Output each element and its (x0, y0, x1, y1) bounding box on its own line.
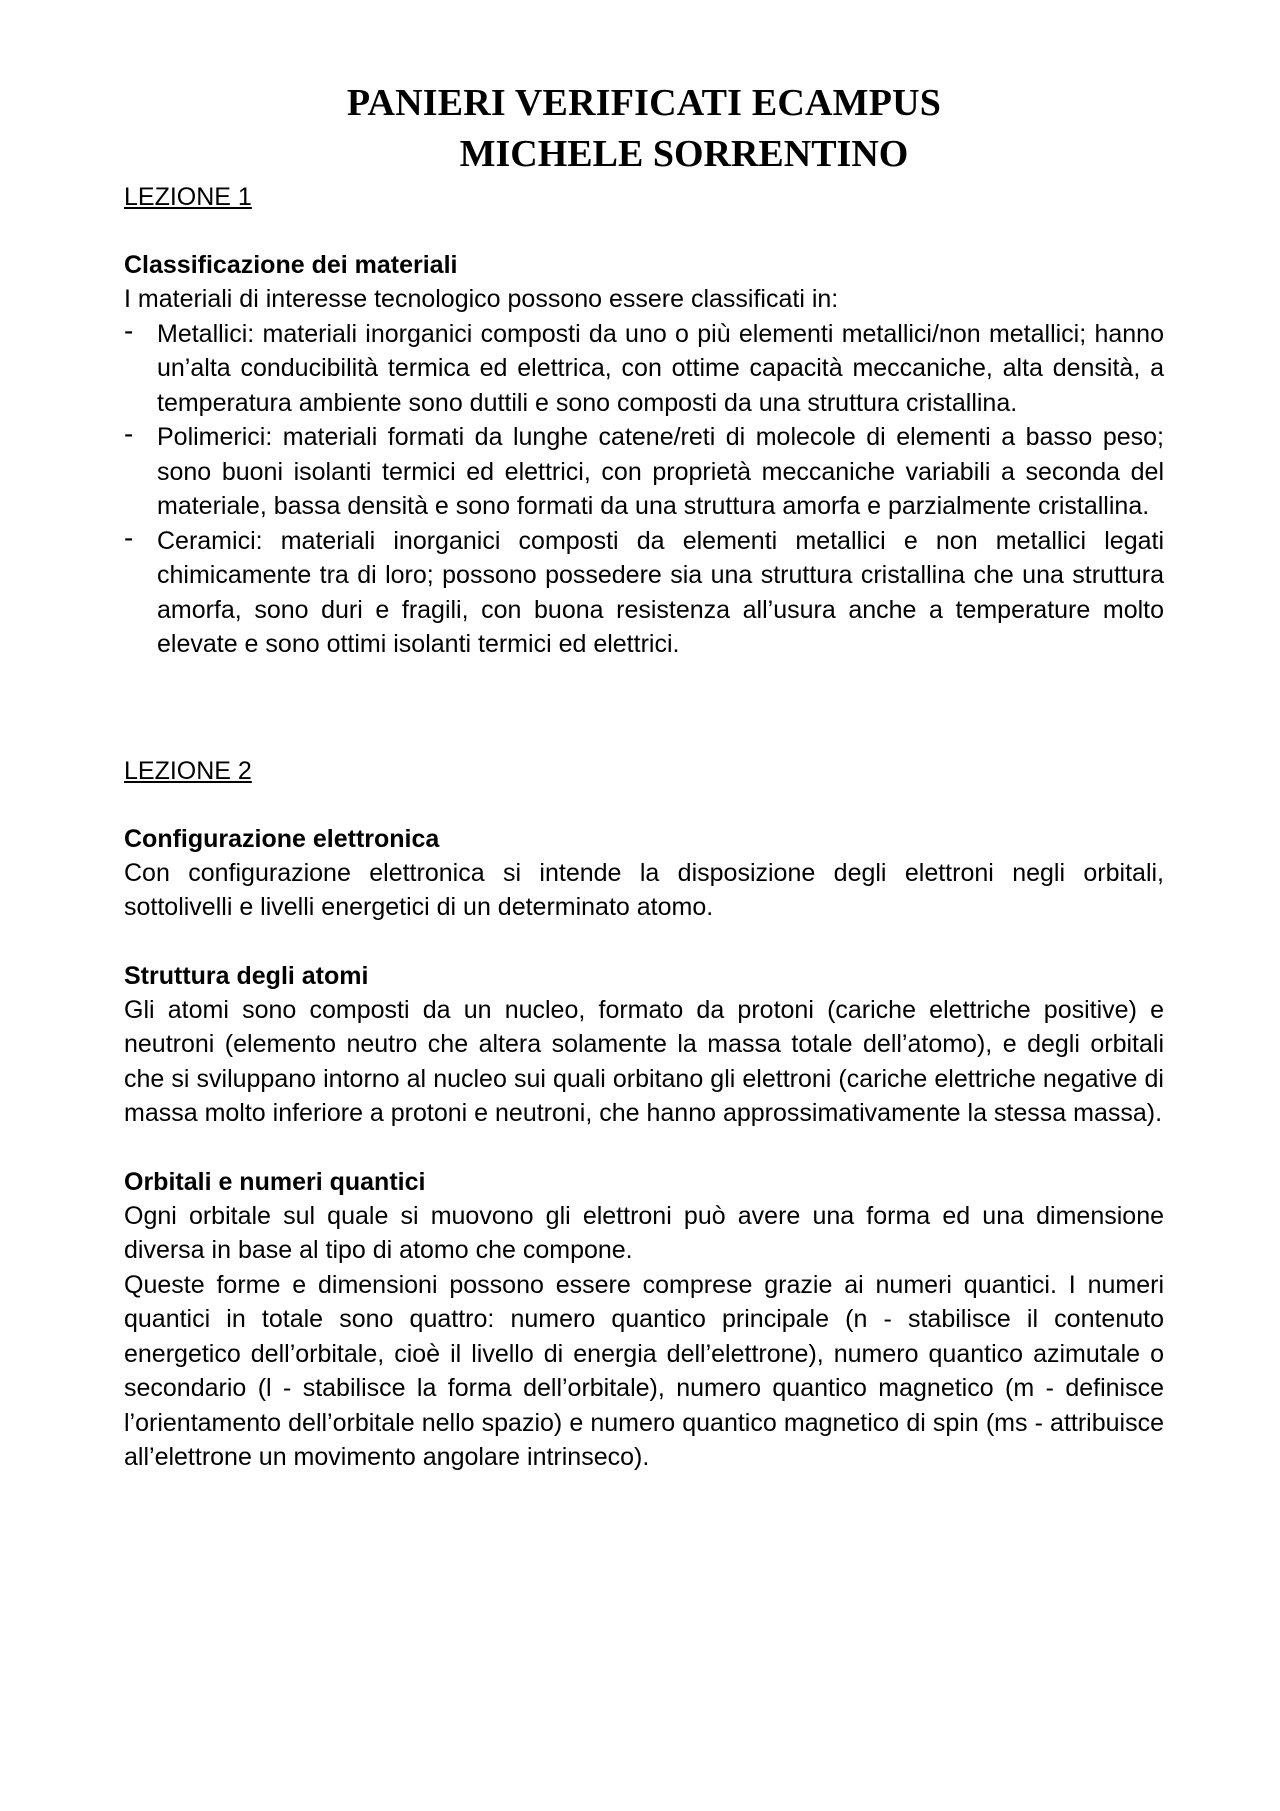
list-item-text: Polimerici: materiali formati da lunghe catene/reti di molecole di elementi a basso peso; sono buoni isolanti termici ed elettrici, con proprietà meccaniche variabili a seconda del materiale, bassa densità e sono formati da una struttura amorfa e parzialmente cristallina. (157, 423, 1164, 520)
list-item (124, 521, 1164, 662)
section-heading-classificazione: Classificazione dei materiali (124, 251, 458, 279)
section-body-orbitali-1: Ogni orbitale sul quale si muovono gli elettroni può avere una forma ed una dimensione diversa in base al tipo di atomo che compone. (124, 1201, 1164, 1264)
section-body-struttura: Gli atomi sono composti da un nucleo, formato da protoni (cariche elettriche positive) e neutroni (elemento neutro che altera solamente la massa totale dell’atomo), e degli orbitali che si sviluppano intorno al nucleo sui quali orbitano gli elettroni (cariche elettriche negative di massa molto inferiore a protoni e neutroni, che hanno approssimativamente la stessa massa). (124, 995, 1164, 1127)
section-heading-struttura: Struttura degli atomi (124, 961, 369, 990)
dash-bullet-icon: - (124, 418, 134, 449)
section-intro-classificazione: I materiali di interesse tecnologico possono essere classificati in: (124, 285, 839, 313)
lesson-2-label: LEZIONE 2 (124, 756, 252, 785)
lesson-1-label: LEZIONE 1 (124, 183, 252, 211)
section-body-configurazione: Con configurazione elettronica si intende la disposizione degli elettroni negli orbitali, sottolivelli e livelli energetici di un determinato atomo. (124, 858, 1164, 921)
materials-list (124, 314, 1164, 662)
page-content (124, 78, 1164, 1475)
list-item (124, 314, 1164, 421)
section-heading-orbitali: Orbitali e numeri quantici (124, 1167, 426, 1196)
list-item-text: Ceramici: materiali inorganici composti da elementi metallici e non metallici legati chimicamente tra di loro; possono possedere sia una struttura cristallina che una struttura amorfa, sono duri e fragili, con buona resistenza all’usura anche a temperature molto elevate e sono ottimi isolanti termici ed elettrici. (157, 526, 1164, 658)
document-title: PANIERI VERIFICATI ECAMPUS (346, 82, 942, 124)
list-item-text: Metallici: materiali inorganici composti da uno o più elementi metallici/non metallici; hanno un’alta conducibilità termica ed elettrica, con ottime capacità meccaniche, alta densità, a temperatura ambiente sono duttili e sono composti da una struttura cristallina. (157, 319, 1164, 417)
section-heading-configurazione: Configurazione elettronica (124, 824, 440, 853)
section-body-orbitali-2: Queste forme e dimensioni possono essere comprese grazie ai numeri quantici. I numeri quantici in totale sono quattro: numero quantico principale (n - stabilisce il contenuto energetico dell’orbitale, cioè il livello di energia dell’elettrone), numero quantico azimutale o secondario (l - stabilisce la forma dell’orbitale), numero quantico magnetico (m - definisce l’orientamento dell’orbitale nello spazio) e numero quantico magnetico di spin (ms - attribuisce all’elettrone un movimento angolare intrinseco). (124, 1270, 1164, 1471)
list-item (124, 420, 1164, 524)
dash-bullet-icon: - (124, 314, 134, 346)
document-author: MICHELE SORRENTINO (459, 133, 909, 175)
dash-bullet-icon: - (124, 521, 134, 553)
